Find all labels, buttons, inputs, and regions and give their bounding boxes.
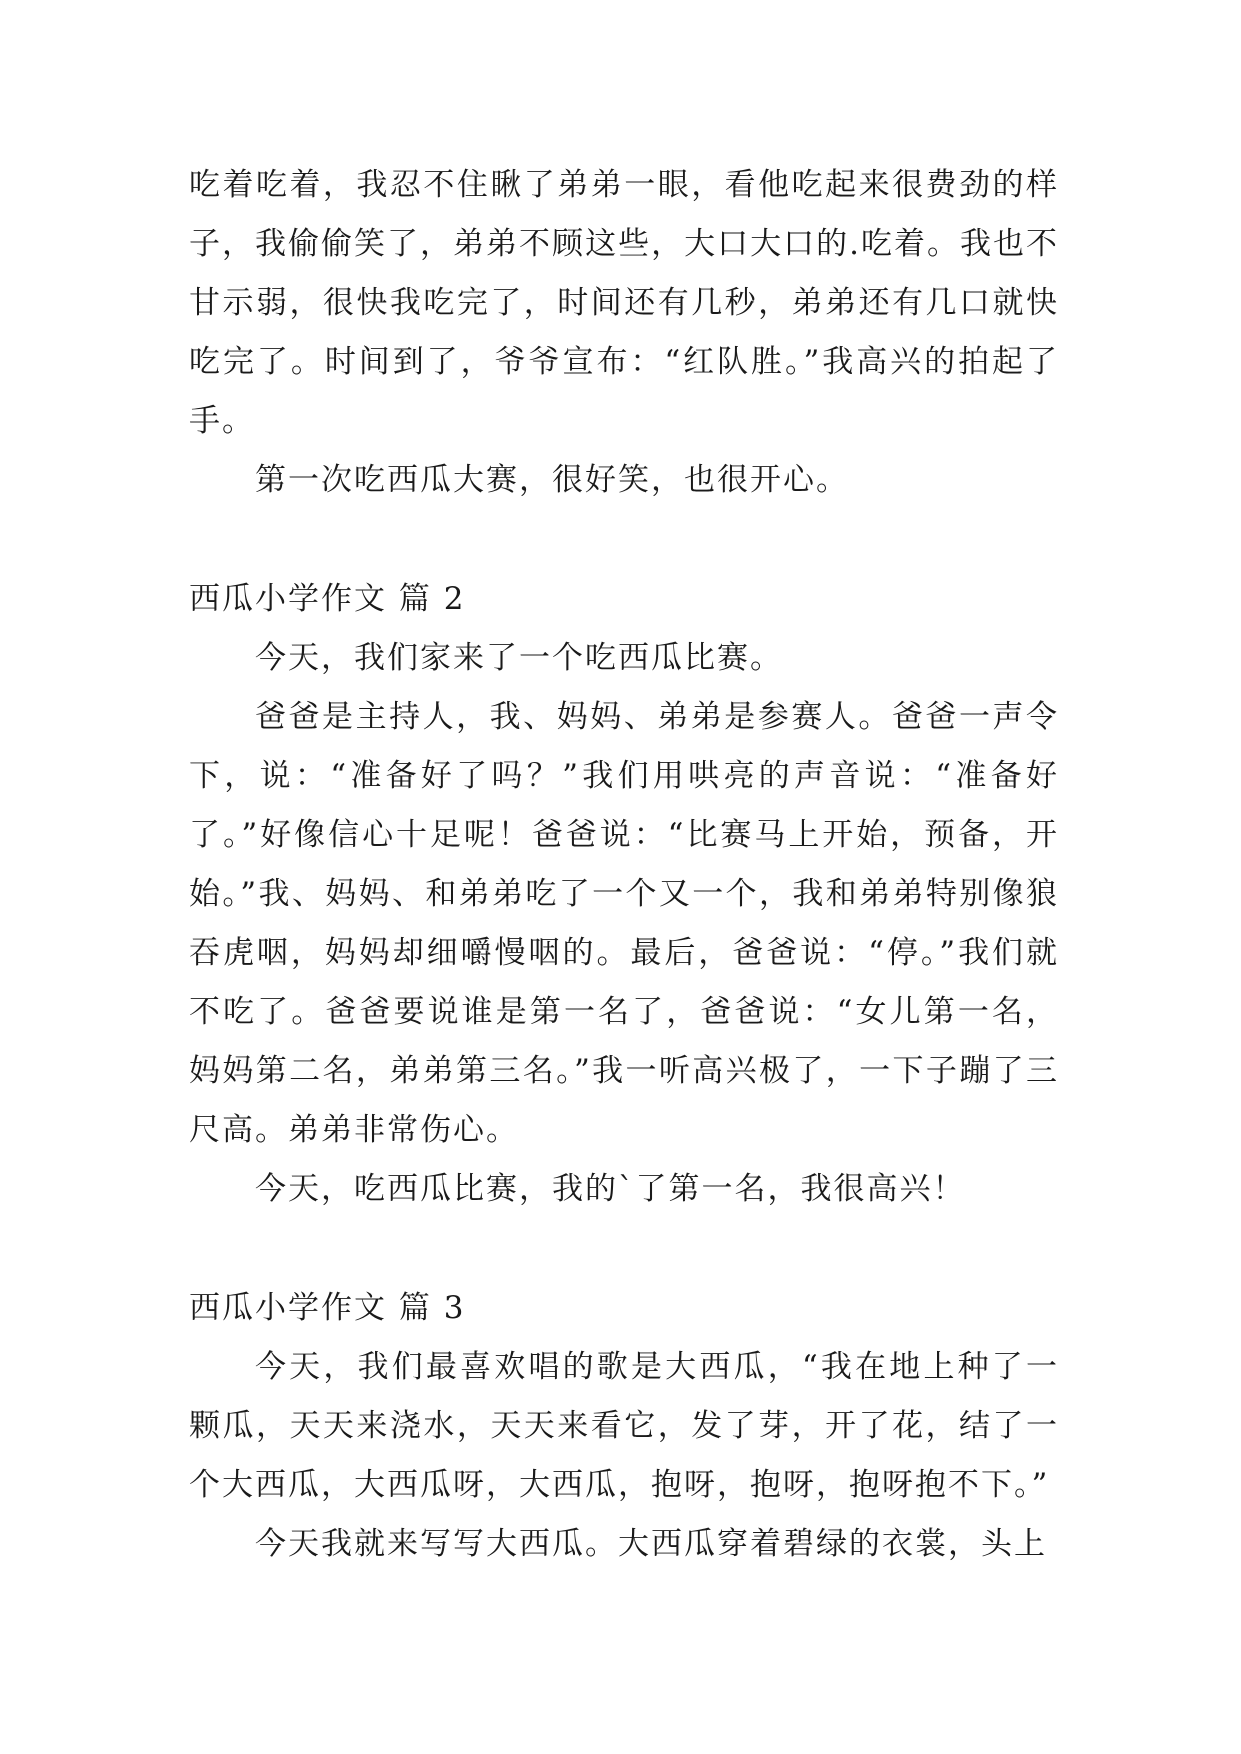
paragraph: 吃着吃着，我忍不住瞅了弟弟一眼，看他吃起来很费劲的样子，我偷偷笑了，弟弟不顾这些，大口大口的.吃着。我也不甘示弱，很快我吃完了，时间还有几秒，弟弟还有几口就快吃完了。时间到了，爷爷宣布：“红队胜。”我高兴的拍起了手。 [189,167,1059,439]
section-title-2: 西瓜小学作文 篇 2 [189,581,466,617]
document-body [189,156,1059,1574]
paragraph: 今天我就来写写大西瓜。大西瓜穿着碧绿的衣裳，头上 [255,1526,1047,1562]
section-title-3: 西瓜小学作文 篇 3 [189,1290,466,1326]
paragraph: 今天，吃西瓜比赛，我的`了第一名，我很高兴！ [255,1171,966,1207]
paragraph: 今天，我们家来了一个吃西瓜比赛。 [255,640,783,676]
section-gap [189,510,1059,570]
paragraph: 今天，我们最喜欢唱的歌是大西瓜，“我在地上种了一颗瓜，天天来浇水，天天来看它，发了芽，开了花，结了一个大西瓜，大西瓜呀，大西瓜，抱呀，抱呀，抱呀抱不下。” [189,1349,1059,1503]
section-gap [189,1219,1059,1279]
paragraph: 第一次吃西瓜大赛，很好笑，也很开心。 [255,462,849,498]
paragraph: 爸爸是主持人，我、妈妈、弟弟是参赛人。爸爸一声令下，说：“准备好了吗？”我们用哄亮的声音说：“准备好了。”好像信心十足呢！爸爸说：“比赛马上开始，预备，开始。”我、妈妈、和弟弟吃了一个又一个，我和弟弟特别像狼吞虎咽，妈妈却细嚼慢咽的。最后，爸爸说：“停。”我们就不吃了。爸爸要说谁是第一名了，爸爸说：“女儿第一名，妈妈第二名，弟弟第三名。”我一听高兴极了，一下子蹦了三尺高。弟弟非常伤心。 [189,699,1059,1148]
